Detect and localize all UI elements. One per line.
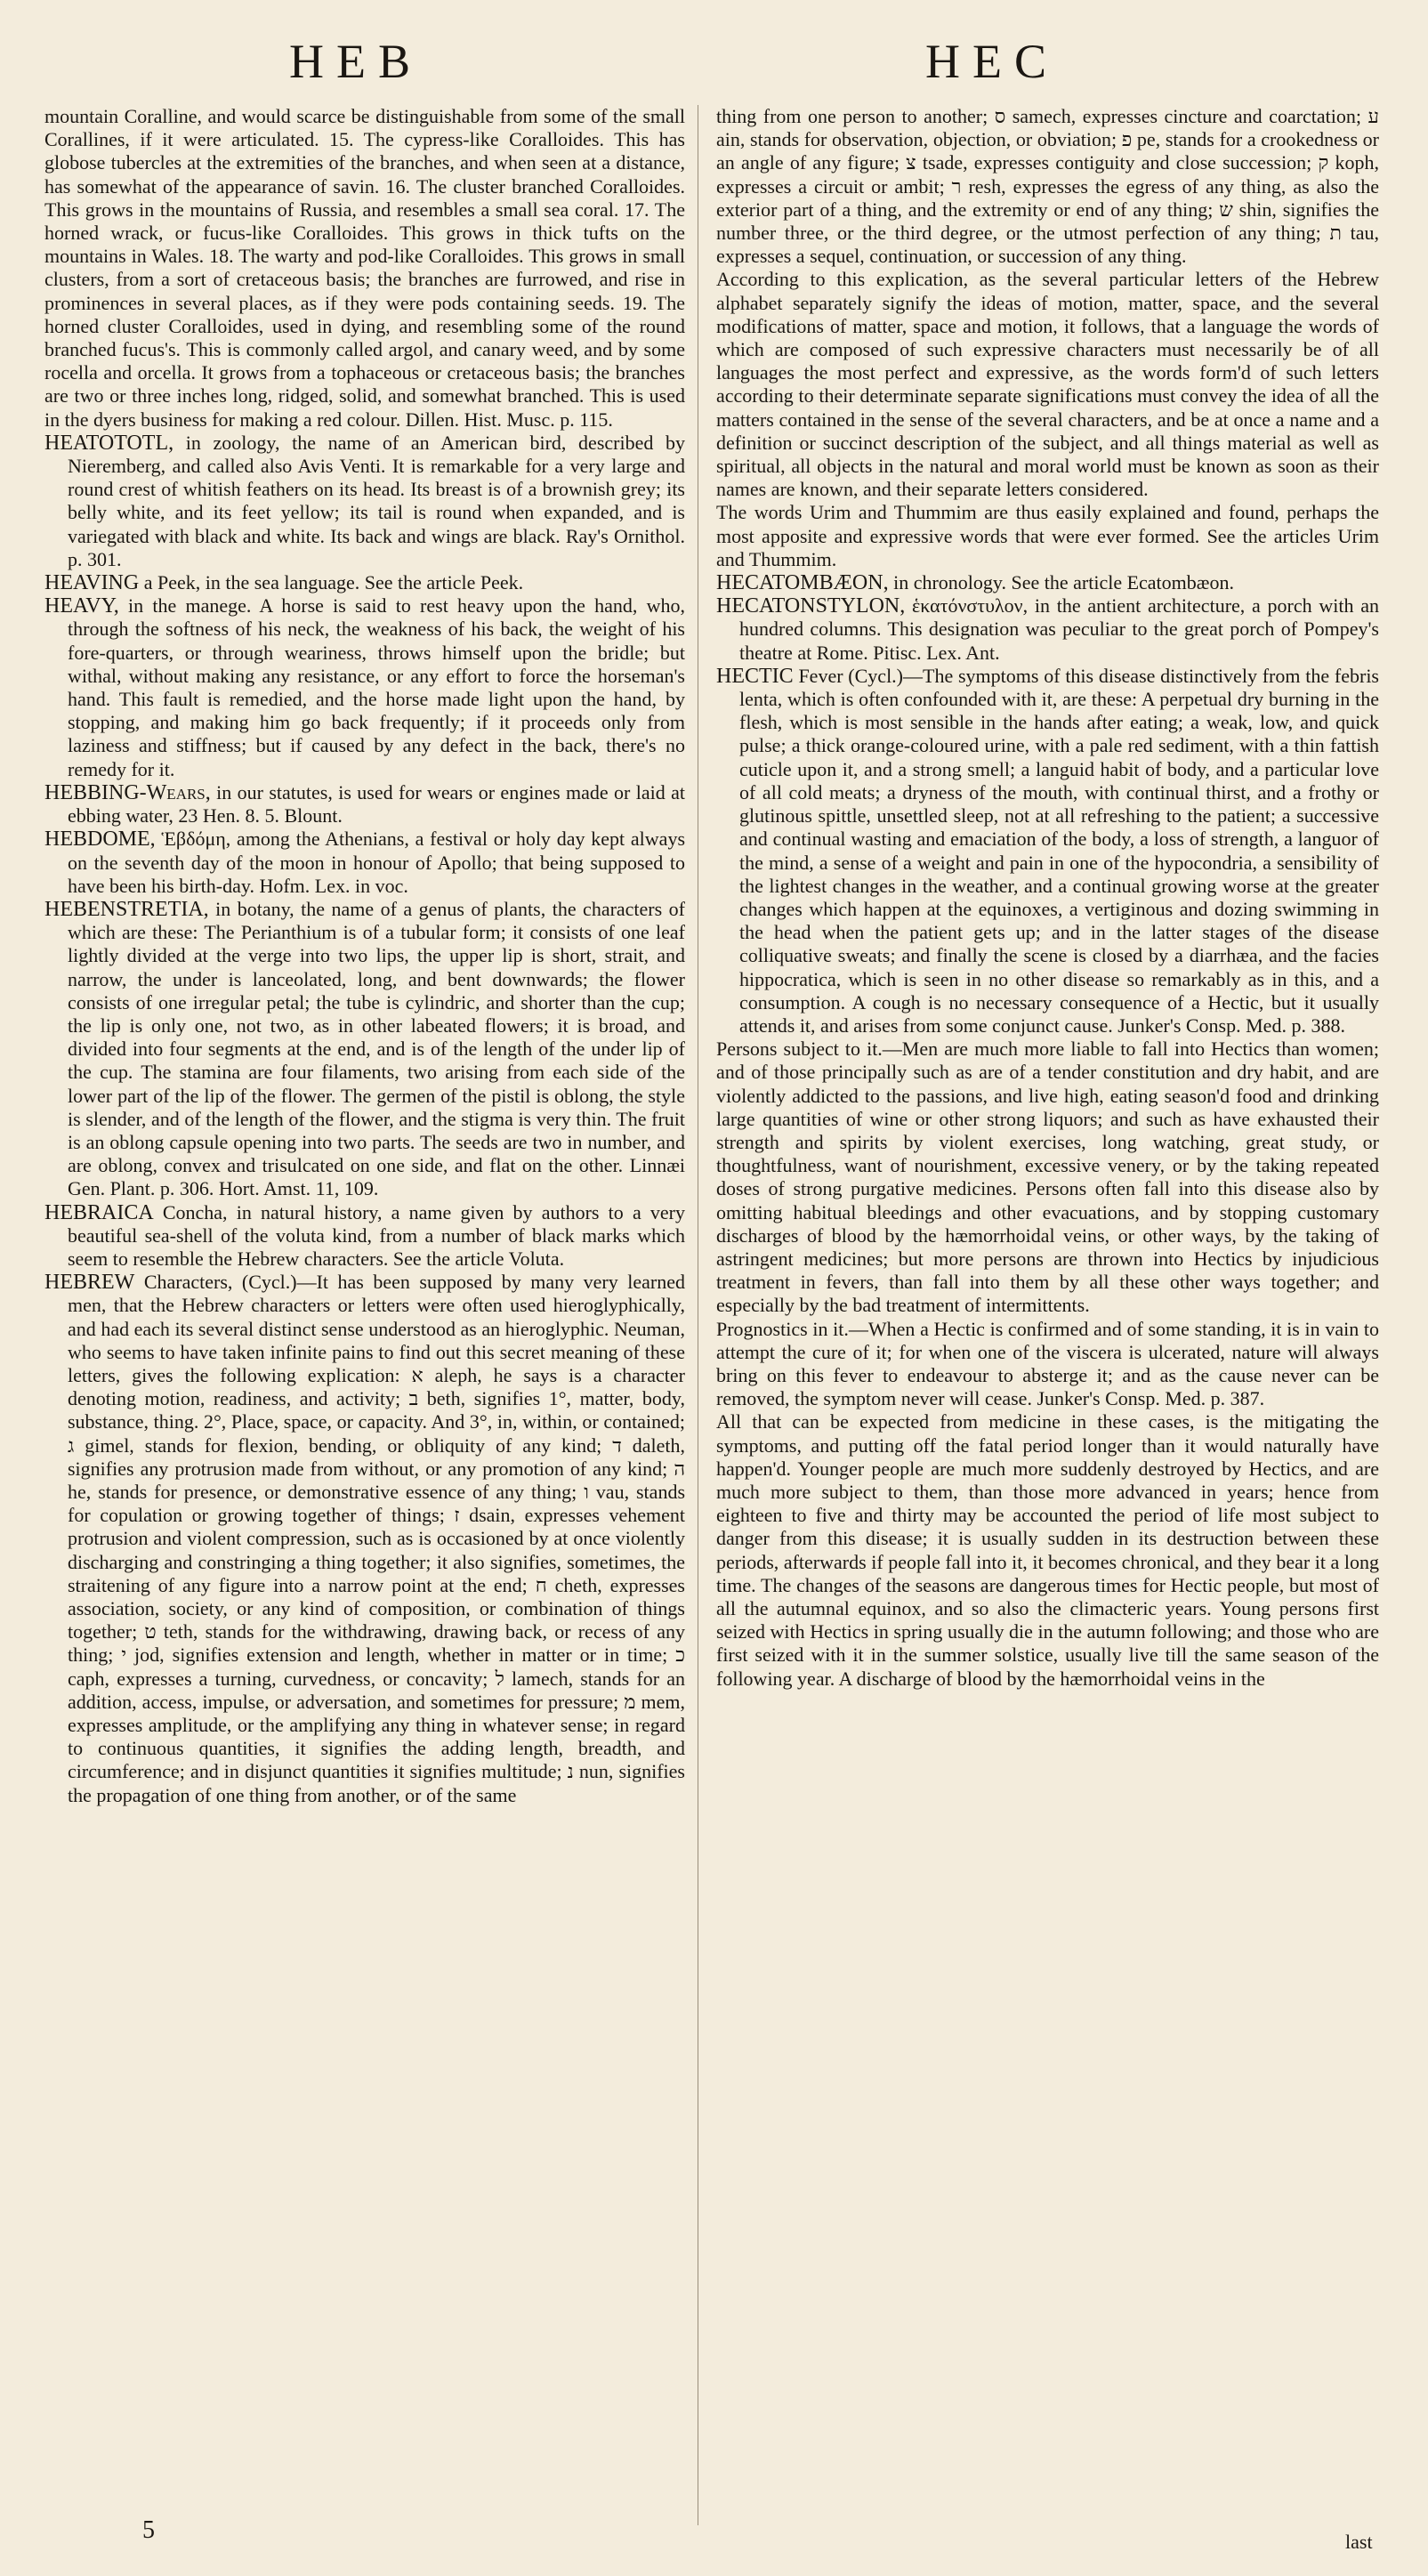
right-column [716, 105, 1379, 1691]
folio-number: 5 [142, 2516, 155, 2544]
continued-text: thing from one person to another; ס samech, expresses cincture and coarctation; ע ain, stands for observation, objection, or obviation; פ pe, stands for a crookedness or an angle of any figure; צ tsade, expresses contiguity and close succession; ק koph, expresses a circuit or ambit; ר resh, expresses the egress of any thing, as also the exterior part of a thing, and the extremity or end of any thing; ש shin, signifies the number three, or the third degree, or the utmost perfection of any thing; ת tau, expresses a sequel, continuation, or succession of any thing. [716, 105, 1379, 268]
entry-hecatombaeon: HECATOMBÆON, in chronology. See the article Ecatombæon. [716, 571, 1234, 595]
paragraph-persons-subject: Persons subject to it.—Men are much more liable to fall into Hectics than women; and of those principally such as are of a tender constitution and dry habit, and are violently addicted to the passions, and live high, eating season'd food and drinking large quantities of wine or other strong liquors; and such as have exhausted their strength and spirits by violent exercises, long watching, great study, or thoughtfulness, want of nourishment, excessive venery, or by the taking repeated doses of strong purgative medicines. Persons often fall into this disease also by omitting habitual bleedings and other evacuations, and by stopping customary discharges of blood by the hæmorrhoidal veins, or other ways, by the taking of astringent medicines; but more persons are thrown into Hectics by injudicious treatment in fevers, than fall into them by all these other ways together; and especially by the bad treatment of intermittents. [716, 1038, 1379, 1317]
entry-hebraica: HEBRAICA Concha, in natural history, a name given by authors to a very beautiful sea-shell of the voluta kind, from a number of black marks which seem to resemble the Hebrew characters. See the article Voluta. [44, 1200, 685, 1270]
catchword: last [1345, 2531, 1373, 2553]
paragraph-prognostics: Prognostics in it.—When a Hectic is confirmed and of some standing, it is in vain to attempt the cure of it; for when one of the viscera is ulcerated, nature will always bring on this fever to endeavour to absterge it; and as the cause never can be removed, the symptom never will cease. Junker's Consp. Med. p. 387. [716, 1317, 1379, 1410]
entry-hebrew: HEBREW Characters, (Cycl.)—It has been supposed by many very learned men, that the Hebrew characters or letters were often used hieroglyphically, and had each its several distinct sense understood as an hieroglyphic. Neuman, who seems to have taken infinite pains to find out this secret meaning of these letters, gives the following explication: א aleph, he says is a character denoting motion, readiness, and activity; ב beth, signifies 1°, matter, body, substance, thing. 2°, Place, space, or capacity. And 3°, in, within, or contained; ג gimel, stands for flexion, bending, or obliquity of any kind; ד daleth, signifies any protrusion made from without, or any promotion of any kind; ה he, stands for presence, or demonstrative essence of any thing; ו vau, stands for copulation or growing together of things; ז dsain, expresses vehement protrusion and violent compression, such as is occasioned by at once violently discharging and constringing a thing together; it also signifies, sometimes, the straitening of any figure into a narrow point at the end; ח cheth, expresses association, society, or any kind of composition, or combination of things together; ט teth, stands for the withdrawing, drawing back, or recess of any thing; י jod, signifies extension and length, whether in matter or in time; כ caph, expresses a turning, curvedness, or concavity; ל lamech, stands for an addition, access, impulse, or adversation, and sometimes for pressure; מ mem, expresses amplitude, or the amplifying any thing in whatever sense; in regard to continuous quantities, it signifies the adding length, breadth, and circumference; and in disjunct quantities it signifies multitude; נ nun, signifies the propagation of one thing from another, or of the same [44, 1271, 686, 1806]
entry-hebbing-wears: HEBBING-Wears, in our statutes, is used for wears or engines made or laid at ebbing water, 23 Hen. 8. 5. Blount. [44, 780, 685, 828]
continued-text: mountain Coralline, and would scarce be distinguishable from some of the small Corallines, if it were articulated. 15. The cypress-like Coralloides. This has globose tubercles at the extremities of the branches, and when seen at a distance, has somewhat of the appearance of savin. 16. The cluster branched Coralloides. This grows in the mountains of Russia, and resembles a small sea coral. 17. The horned wrack, or fucus-like Coralloides. This grows in thick tufts on the mountains in Wales. 18. The warty and pod-like Coralloides. This grows in small clusters, from a sort of cretaceous basis; the branches are furrowed, and rise in prominences in several places, as if they were pods containing seeds. 19. The horned cluster Coralloides, used in dying, and resembling some of the round branched fucus's. This is commonly called argol, and canary weed, and by some rocella and orcella. It grows from a tophaceous or cretaceous basis; the branches are two or three inches long, ridged, solid, and somewhat branched. This is used in the dyers business for making a red colour. Dillen. Hist. Musc. p. 115. [44, 105, 685, 431]
entry-heaving: HEAVING a Peek, in the sea language. See the article Peek. [44, 571, 524, 595]
running-head-left: HEB [289, 35, 423, 88]
entry-hectic: HECTIC Fever (Cycl.)—The symptoms of this disease distinctively from the febris lenta, which is often confounded with it, are these: A perpetual dry burning in the flesh, which is most sensible in the hands after eating; a weak, low, and quick pulse; a thick orange-coloured urine, with a pale red sediment, with a thin fattish cuticle upon it, and a strong smell; a languid habit of body, and a particular love of all cold meats; a dryness of the mouth, with continual thirst, and a frothy or glutinous spittle, unsettled sleep, not at all refreshing to the patient; a successive and continual wasting and emaciation of the body, a loss of strength, a languor of the mind, a sense of a weight and pain in one of the hypocondria, a sensibility of the lightest changes in the weather, and a continual growing worse at the greater changes which happen at the equinoxes, a vertiginous and dozing swimming in the head when the patient gets up; and in the latter stages of the disease colliquative sweats; and finally the scene is closed by a diarrhæa, and the facies hippocratica, which is seen in no other disease so remarkably as in this, and a consumption. A cough is no necessary consequence of a Hectic, but it usually attends it, and arises from some conjunct cause. Junker's Consp. Med. p. 388. [716, 664, 1379, 1037]
paragraph: The words Urim and Thummim are thus easily explained and found, perhaps the most apposite and expressive words that were ever formed. See the articles Urim and Thummim. [716, 501, 1379, 570]
paragraph: All that can be expected from medicine in these cases, is the mitigating the symptoms, and putting off the fatal period longer than it would naturally have happen'd. Younger people are much more suddenly destroyed by Hectics, and are much more subject to them, than those more advanced in years; hence from eighteen to five and thirty may be accounted the period of life most subject to danger from this disease; it is usually sudden in its destruction between these periods, afterwards if people fall into it, it becomes chronical, and they bear it a long time. The changes of the seasons are dangerous times for Hectic people, but most of all the autumnal equinox, and so also the climacteric years. Young persons first seized with Hectics in spring usually die in the autumn following; and those who are first seized with it in the summer solstice, usually live till the same season of the following year. A discharge of blood by the hæmorrhoidal veins in the [716, 1410, 1379, 1690]
left-column [44, 105, 685, 1807]
entry-heavy: HEAVY, in the manege. A horse is said to rest heavy upon the hand, who, through the softness of his neck, the weakness of his back, the weight of his fore-quarters, or through weariness, throws himself upon the bridle; but withal, without making any resistance, or any effort to force the horseman's hand. This fault is remedied, and the horse made light upon the hand, by stopping, and making him go back frequently; if it proceeds only from laziness and stiffness; but if caused by any defect in the back, there's no remedy for it. [44, 594, 685, 780]
paragraph: According to this explication, as the several particular letters of the Hebrew alphabet separately signify the ideas of motion, matter, space, and the several modifications of matter, space and motion, it follows, that a language the words of which are composed of such expressive characters must necessarily be of all languages the most perfect and expressive, as the words form'd of such letters according to their determinate separate significations must convey the idea of all the matters contained in the sense of the several characters, and be at once a name and a definition or succinct description of the subject, and all things material as well as spiritual, all objects in the natural and moral world must be known as soon as their names are known, and their separate letters considered. [716, 268, 1379, 501]
entry-heatototl: HEATOTOTL, in zoology, the name of an American bird, described by Nieremberg, and called also Avis Venti. It is remarkable for a very large and round crest of whitish feathers on its head. Its breast is of a brownish grey; its belly white, and its feet yellow; its tail is round when expanded, and is variegated with black and white. Its back and wings are black. Ray's Ornithol. p. 301. [44, 431, 685, 570]
running-head-right: HEC [925, 35, 1059, 88]
entry-hebdome: HEBDOME, Ἑβδόμη, among the Athenians, a festival or holy day kept always on the seventh day of the moon in honour of Apollo; that being supposed to have been his birth-day. Hofm. Lex. in voc. [44, 828, 685, 897]
entry-hecatonstylon: HECATONSTYLON, ἑκατόνστυλον, in the antient architecture, a porch with an hundred columns. This designation was peculiar to the great porch of Pompey's theatre at Rome. Pitisc. Lex. Ant. [716, 594, 1379, 664]
entry-hebenstretia: HEBENSTRETIA, in botany, the name of a genus of plants, the characters of which are these: The Perianthium is of a tubular form; it consists of one leaf lightly divided at the verge into two lips, the upper lip is short, strait, and narrow, the under is lanceolated, long, and bent downwards; the flower consists of one irregular petal; the tube is cylindric, and shorter than the cup; the lip is only one, not two, as in other labeated flowers; it is broad, and divided into four segments at the end, and is of the length of the under lip of the cup. The stamina are four filaments, two arising from each side of the lower part of the lip of the flower. The germen of the pistil is oblong, the style is slender, and of the length of the flower, and the stigma is very thin. The fruit is an oblong capsule opening into two parts. The seeds are two in number, and are oblong, convex and trisulcated on one side, and flat on the other. Linnæi Gen. Plant. p. 306. Hort. Amst. 11, 109. [44, 897, 685, 1200]
